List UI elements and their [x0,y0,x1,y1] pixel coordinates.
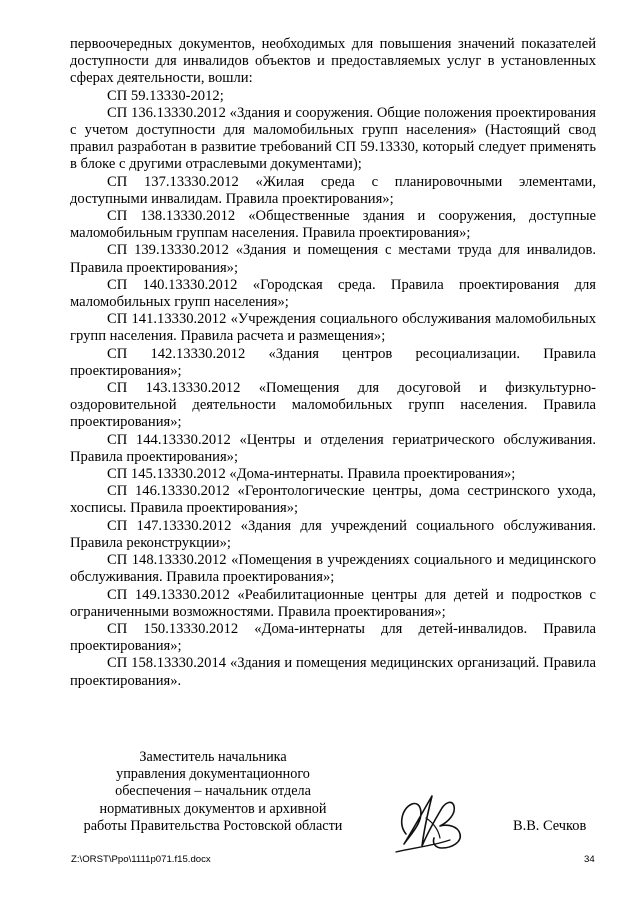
standard-list-item: СП 145.13330.2012 «Дома-интернаты. Правила проектирования»; [107,466,516,483]
standard-list-item: СП 143.13330.2012 «Помещения для досуговой и физкультурно-оздоровительной деятельности маломобильных групп населения. Правила проектирования»; [70,380,596,431]
standard-list-item: СП 141.13330.2012 «Учреждения социального обслуживания маломобильных групп населения. Правила расчета и размещения»; [70,311,596,345]
standard-list-item: СП 136.13330.2012 «Здания и сооружения. Общие положения проектирования с учетом доступности для маломобильных групп населения» (Настоящий свод правил разработан в развитие требований СП 59.13330, который следует применять в блоке с другими отраслевыми документами); [70,104,596,173]
intro-paragraph: первоочередных документов, необходимых для повышения значений показателей доступности для инвалидов объектов и предоставляемых услуг в установленных сферах деятельности, вошли: [70,36,596,87]
document-body [70,36,596,690]
footer-file-path: Z:\ORST\Ppo\1111p071.f15.docx [71,854,211,865]
standard-list-item: СП 137.13330.2012 «Жилая среда с планировочными элементами, доступными инвалидам. Правила проектирования»; [70,173,596,207]
standard-list-item: СП 139.13330.2012 «Здания и помещения с местами труда для инвалидов. Правила проектирования»; [70,242,596,276]
standard-list-item: СП 150.13330.2012 «Дома-интернаты для детей-инвалидов. Правила проектирования»; [70,620,596,655]
handwritten-signature [392,788,470,860]
signatory-position [70,749,356,835]
standard-list-item: СП 148.13330.2012 «Помещения в учреждениях социального и медицинского обслуживания. Правила проектирования»; [70,552,596,586]
standard-list-item: СП 138.13330.2012 «Общественные здания и сооружения, доступные маломобильным группам населения. Правила проектирования»; [70,208,596,242]
signatory-name: В.В. Сечков [513,818,587,834]
signatory-position-line: нормативных документов и архивной [99,800,327,817]
standard-list-item: СП 142.13330.2012 «Здания центров ресоциализации. Правила проектирования»; [70,345,596,379]
standard-list-item: СП 146.13330.2012 «Геронтологические центры, дома сестринского ухода, хосписы. Правила проектирования»; [70,483,596,517]
standard-list-item: СП 147.13330.2012 «Здания для учреждений социального обслуживания. Правила реконструкции»; [70,517,596,551]
footer-page-number: 34 [584,854,595,865]
standard-list-item: СП 149.13330.2012 «Реабилитационные центры для детей и подростков с ограниченными возможностями. Правила проектирования»; [70,586,596,620]
standard-list-item: СП 158.13330.2014 «Здания и помещения медицинских организаций. Правила проектирования». [70,655,596,689]
standard-list-item: СП 144.13330.2012 «Центры и отделения гериатрического обслуживания. Правила проектирования»; [70,431,596,465]
standard-list-item: СП 140.13330.2012 «Городская среда. Правила проектирования для маломобильных групп населения»; [70,276,596,311]
signatory-position-line: работы Правительства Ростовской области [83,817,343,834]
signatory-position-line: Заместитель начальника [139,749,287,765]
signatory-position-line: обеспечения – начальник отдела [115,783,311,800]
standard-list-item: СП 59.13330-2012; [107,87,224,104]
signatory-position-line: управления документационного [116,766,310,783]
